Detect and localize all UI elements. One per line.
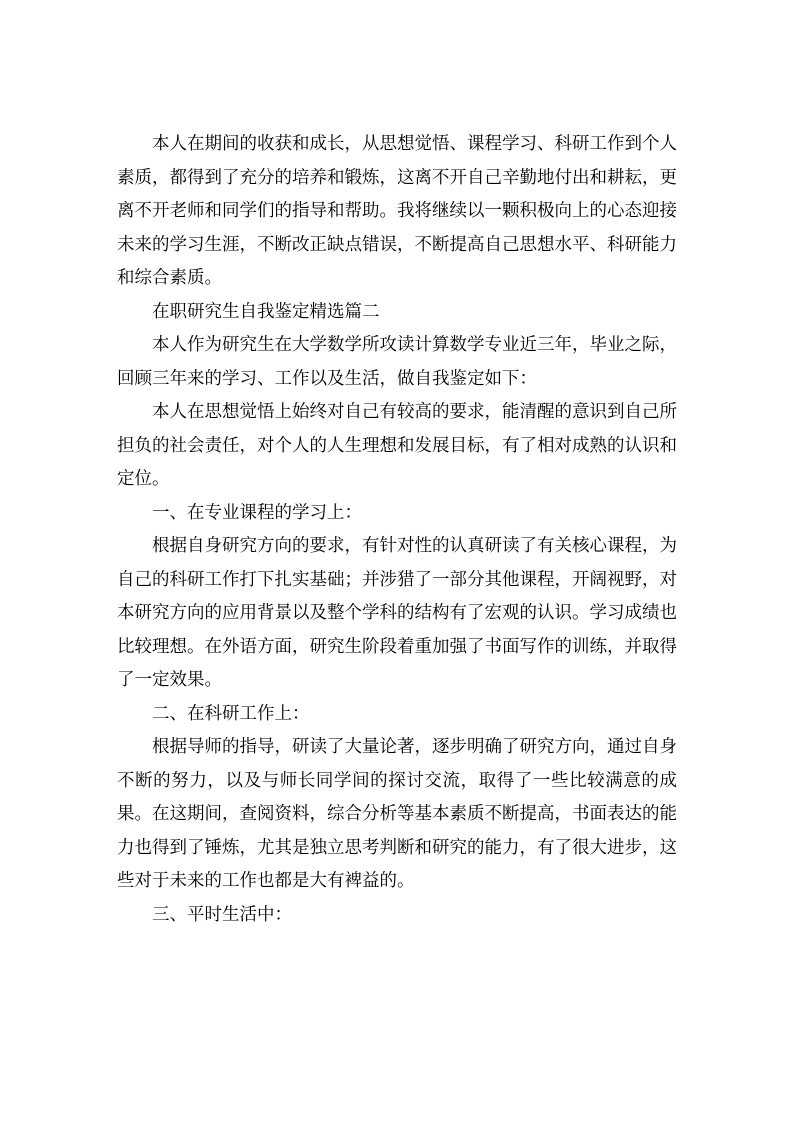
paragraph-intro: 本人作为研究生在大学数学所攻读计算数学专业近三年，毕业之际，回顾三年来的学习、工作以及生活，做自我鉴定如下： [117, 335, 677, 389]
paragraph-courses: 根据自身研究方向的要求，有针对性的认真研读了有关核心课程，为自己的科研工作打下扎实基础；并涉猎了一部分其他课程，开阔视野，对本研究方向的应用背景以及整个学科的结构有了宏观的认识。学习成绩也比较理想。在外语方面，研究生阶段着重加强了书面写作的训练，并取得了一定效果。 [117, 536, 677, 690]
paragraph-summary: 本人在期间的收获和成长，从思想觉悟、课程学习、科研工作到个人素质，都得到了充分的培养和锻炼，这离不开自己辛勤地付出和耕耘，更离不开老师和同学们的指导和帮助。我将继续以一颗积极向上的心态迎接未来的学习生涯，不断改正缺点错误，不断提高自己思想水平、科研能力和综合素质。 [117, 134, 677, 288]
heading-research: 二、在科研工作上： [152, 703, 310, 724]
section-title: 在职研究生自我鉴定精选篇二 [152, 301, 380, 322]
document-body [117, 128, 677, 932]
heading-daily-life: 三、平时生活中： [152, 904, 292, 925]
heading-courses: 一、在专业课程的学习上： [152, 502, 362, 523]
paragraph-research: 根据导师的指导，研读了大量论著，逐步明确了研究方向，通过自身不断的努力，以及与师长同学间的探讨交流，取得了一些比较满意的成果。在这期间，查阅资料，综合分析等基本素质不断提高，书面表达的能力也得到了锤炼，尤其是独立思考判断和研究的能力，有了很大进步，这些对于未来的工作也都是大有裨益的。 [117, 737, 677, 891]
paragraph-ideology: 本人在思想觉悟上始终对自己有较高的要求，能清醒的意识到自己所担负的社会责任，对个人的人生理想和发展目标，有了相对成熟的认识和定位。 [117, 402, 677, 489]
